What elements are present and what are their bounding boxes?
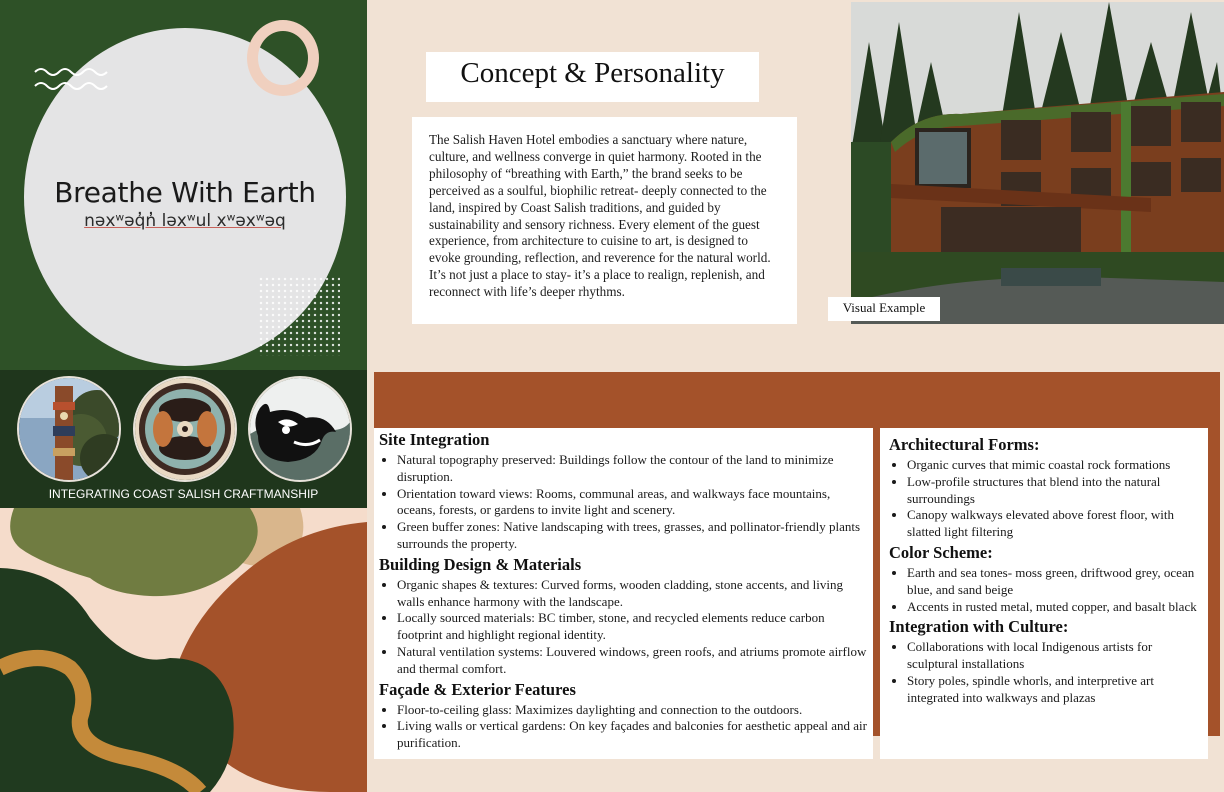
brand-subtitle: nəxʷəq̓n̓ ləxʷul xʷəxʷəq: [84, 211, 286, 231]
list-item: • Low-profile structures that blend into the natural surroundings: [907, 474, 1199, 508]
section-site-integration: [379, 430, 867, 553]
right-sections: [889, 435, 1199, 709]
brand-tagline: Breathe With Earth: [54, 176, 316, 209]
section-building-design: [379, 555, 867, 678]
list-item: • Floor-to-ceiling glass: Maximizes daylighting and connection to the outdoors.: [397, 702, 867, 719]
section-facade-features: [379, 680, 867, 752]
blush-ring-decoration: [247, 20, 319, 96]
craft-caption: INTEGRATING COAST SALISH CRAFTMANSHIP: [48, 487, 319, 501]
list-item: • Accents in rusted metal, muted copper, and basalt black: [907, 599, 1199, 616]
section-heading: Façade & Exterior Features: [379, 679, 576, 699]
section-heading: Integration with Culture:: [889, 617, 1069, 637]
spindle-whorl-art: [133, 376, 237, 482]
section-heading: Site Integration: [379, 430, 490, 449]
totem-pole-photo: [17, 376, 121, 482]
orca-art: [248, 376, 352, 482]
left-sections: [379, 430, 867, 754]
concept-body: The Salish Haven Hotel embodies a sanctuary where nature, culture, and wellness converge in quiet harmony. Rooted in the philosophy of “breathing with Earth,” the brand seeks to be perceived as a soulful, biophilic retreat- deeply connected to the land, inspired by Coast Salish traditions, and guided by sustainability and sensory richness. Every element of the guest experience, from architecture to cuisine to art, is designed to evoke grounding, reflection, and reverence for the natural world. It’s not just a place to stay- it’s a place to realign, replenish, and reconnect with life’s deeper rhythms.: [429, 132, 771, 300]
list-item: • Locally sourced materials: BC timber, stone, and recycled elements reduce carbon footprint and highlight regional identity.: [397, 610, 867, 644]
list-item: • Living walls or vertical gardens: On key façades and balconies for aesthetic appeal and air purification.: [397, 718, 867, 752]
list-item: • Orientation toward views: Rooms, communal areas, and walkways face mountains, oceans, forests, or gardens to invite light and scenery.: [397, 486, 867, 520]
section-color-scheme: [889, 543, 1199, 615]
visual-example-label: Visual Example: [842, 300, 926, 315]
section-heading: Building Design & Materials: [379, 554, 582, 574]
section-heading: Color Scheme:: [889, 542, 993, 562]
concept-title: Concept & Personality: [460, 57, 725, 89]
section-heading: Architectural Forms:: [889, 435, 1040, 454]
brand-panel: [0, 0, 367, 370]
list-item: • Canopy walkways elevated above forest floor, with slatted light filtering: [907, 507, 1199, 541]
abstract-shapes-decoration: [0, 508, 367, 792]
list-item: • Earth and sea tones- moss green, driftwood grey, ocean blue, and sand beige: [907, 565, 1199, 599]
list-item: • Organic curves that mimic coastal rock formations: [907, 457, 1199, 474]
list-item: • Natural topography preserved: Buildings follow the contour of the land to minimize disruption.: [397, 452, 867, 486]
list-item: • Collaborations with local Indigenous artists for sculptural installations: [907, 639, 1199, 673]
section-architectural-forms: [889, 435, 1199, 541]
dot-pattern-decoration: [258, 276, 340, 356]
list-item: • Green buffer zones: Native landscaping with trees, grasses, and pollinator-friendly plants surrounds the property.: [397, 519, 867, 553]
section-culture-integration: [889, 617, 1199, 706]
list-item: • Organic shapes & textures: Curved forms, wooden cladding, stone accents, and living walls enhance harmony with the landscape.: [397, 577, 867, 611]
hotel-photo: [851, 2, 1224, 324]
list-item: • Natural ventilation systems: Louvered windows, green roofs, and atriums promote airflow and thermal comfort.: [397, 644, 867, 678]
wave-lines-icon: [33, 62, 111, 94]
list-item: • Story poles, spindle whorls, and interpretive art integrated into walkways and plazas: [907, 673, 1199, 707]
